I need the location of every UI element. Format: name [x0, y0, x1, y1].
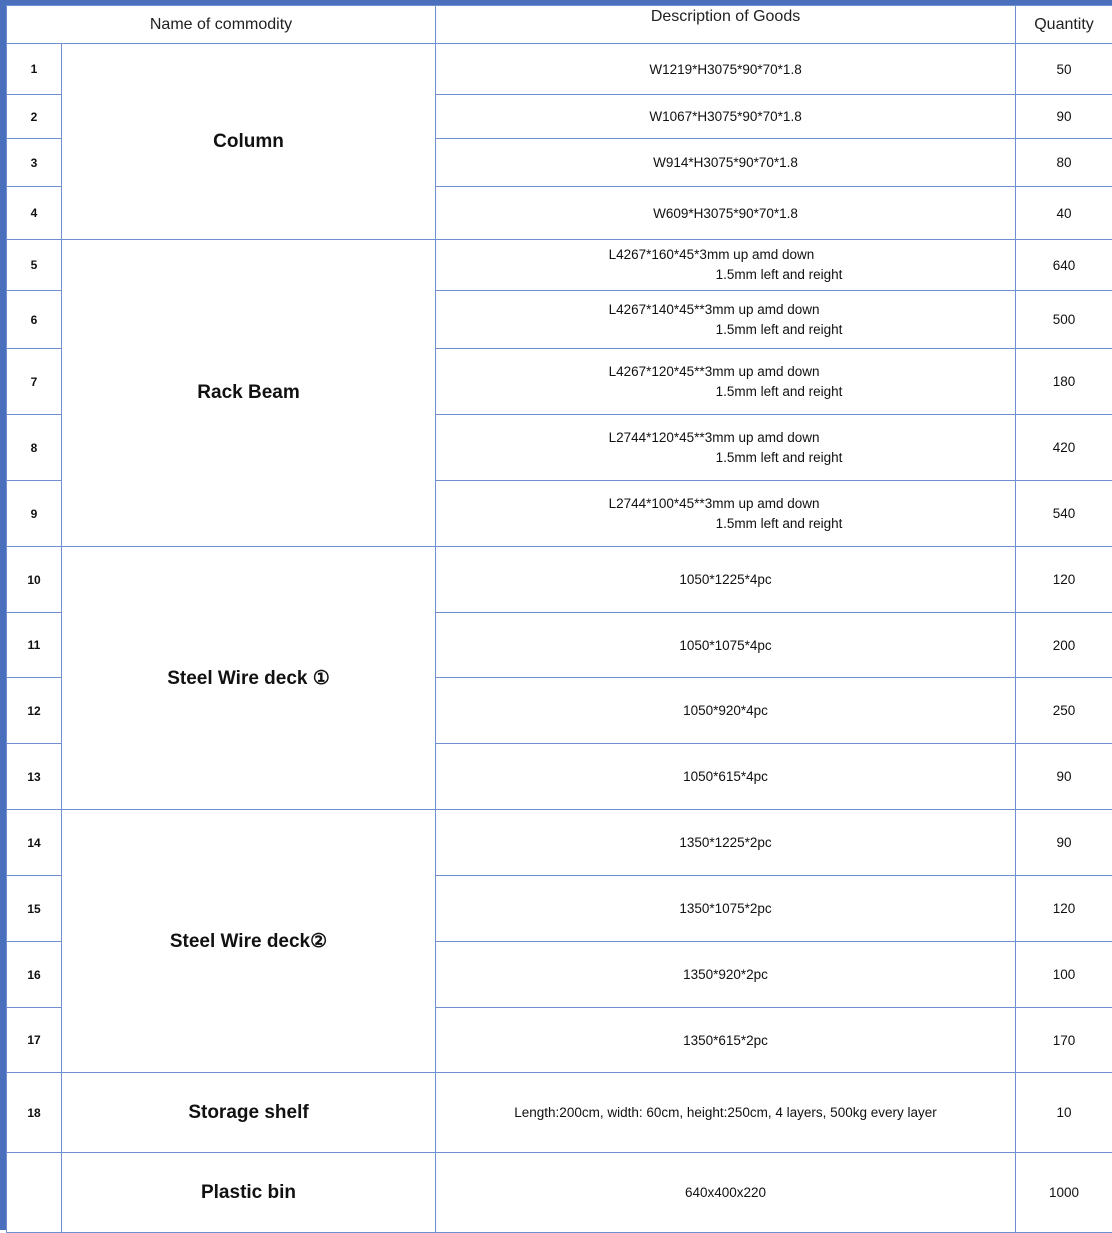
description-line-1: L4267*160*45*3mm up amd down — [609, 245, 843, 265]
row-description: 1350*1075*2pc — [436, 876, 1016, 942]
row-description — [436, 349, 1016, 415]
group-storage-shelf: Storage shelf — [62, 1073, 436, 1153]
table-row — [7, 547, 1112, 613]
description-line-2: 1.5mm left and reight — [609, 514, 843, 534]
row-quantity: 80 — [1016, 139, 1112, 187]
row-quantity: 420 — [1016, 415, 1112, 481]
row-number: 12 — [7, 678, 62, 744]
row-description: W1219*H3075*90*70*1.8 — [436, 44, 1016, 95]
row-description — [436, 240, 1016, 291]
row-number: 1 — [7, 44, 62, 95]
row-quantity: 200 — [1016, 613, 1112, 678]
row-number: 13 — [7, 744, 62, 810]
row-number: 5 — [7, 240, 62, 291]
row-quantity: 120 — [1016, 547, 1112, 613]
row-description: 1350*1225*2pc — [436, 810, 1016, 876]
row-quantity: 250 — [1016, 678, 1112, 744]
description-line-1: L4267*120*45**3mm up amd down — [609, 362, 843, 382]
row-description — [436, 481, 1016, 547]
row-quantity: 40 — [1016, 187, 1112, 240]
row-quantity: 500 — [1016, 291, 1112, 349]
row-quantity: 1000 — [1016, 1153, 1112, 1233]
row-quantity: 540 — [1016, 481, 1112, 547]
row-number: 2 — [7, 95, 62, 139]
group-column: Column — [62, 44, 436, 240]
group-rack-beam: Rack Beam — [62, 240, 436, 547]
row-quantity: 120 — [1016, 876, 1112, 942]
description-line-1: L4267*140*45**3mm up amd down — [609, 300, 843, 320]
table-row — [7, 1073, 1112, 1153]
row-description: W914*H3075*90*70*1.8 — [436, 139, 1016, 187]
row-quantity: 640 — [1016, 240, 1112, 291]
row-quantity: 50 — [1016, 44, 1112, 95]
description-line-1: L2744*100*45**3mm up amd down — [609, 494, 843, 514]
row-quantity: 90 — [1016, 744, 1112, 810]
description-line-1: L2744*120*45**3mm up amd down — [609, 428, 843, 448]
row-number — [7, 1153, 62, 1233]
description-line-2: 1.5mm left and reight — [609, 320, 843, 340]
row-description: 640x400x220 — [436, 1153, 1016, 1233]
row-number: 7 — [7, 349, 62, 415]
row-number: 6 — [7, 291, 62, 349]
table-row — [7, 810, 1112, 876]
row-quantity: 90 — [1016, 810, 1112, 876]
row-quantity: 180 — [1016, 349, 1112, 415]
row-number: 17 — [7, 1008, 62, 1073]
table-row — [7, 240, 1112, 291]
group-plastic-bin: Plastic bin — [62, 1153, 436, 1233]
row-number: 3 — [7, 139, 62, 187]
row-number: 18 — [7, 1073, 62, 1153]
row-description — [436, 415, 1016, 481]
row-quantity: 170 — [1016, 1008, 1112, 1073]
group-steel-wire-deck-1: Steel Wire deck ① — [62, 547, 436, 810]
row-description: W1067*H3075*90*70*1.8 — [436, 95, 1016, 139]
header-name: Name of commodity — [7, 6, 436, 44]
row-number: 11 — [7, 613, 62, 678]
row-description: 1050*1075*4pc — [436, 613, 1016, 678]
header-quantity: Quantity — [1016, 6, 1112, 44]
description-line-2: 1.5mm left and reight — [609, 382, 843, 402]
row-description: W609*H3075*90*70*1.8 — [436, 187, 1016, 240]
row-description — [436, 291, 1016, 349]
row-description: 1350*920*2pc — [436, 942, 1016, 1008]
row-number: 8 — [7, 415, 62, 481]
header-description: Description of Goods — [436, 6, 1016, 44]
row-quantity: 100 — [1016, 942, 1112, 1008]
row-description: Length:200cm, width: 60cm, height:250cm, 4 layers, 500kg every layer — [436, 1073, 1016, 1153]
table-row — [7, 44, 1112, 95]
row-number: 14 — [7, 810, 62, 876]
row-description: 1050*615*4pc — [436, 744, 1016, 810]
row-number: 15 — [7, 876, 62, 942]
row-quantity: 90 — [1016, 95, 1112, 139]
group-steel-wire-deck-2: Steel Wire deck② — [62, 810, 436, 1073]
row-number: 4 — [7, 187, 62, 240]
description-line-2: 1.5mm left and reight — [609, 265, 843, 285]
commodity-table — [6, 5, 1112, 1233]
row-description: 1350*615*2pc — [436, 1008, 1016, 1073]
table-row — [7, 1153, 1112, 1233]
row-description: 1050*1225*4pc — [436, 547, 1016, 613]
row-number: 16 — [7, 942, 62, 1008]
header-row — [7, 6, 1112, 44]
row-number: 9 — [7, 481, 62, 547]
row-quantity: 10 — [1016, 1073, 1112, 1153]
row-description: 1050*920*4pc — [436, 678, 1016, 744]
description-line-2: 1.5mm left and reight — [609, 448, 843, 468]
row-number: 10 — [7, 547, 62, 613]
